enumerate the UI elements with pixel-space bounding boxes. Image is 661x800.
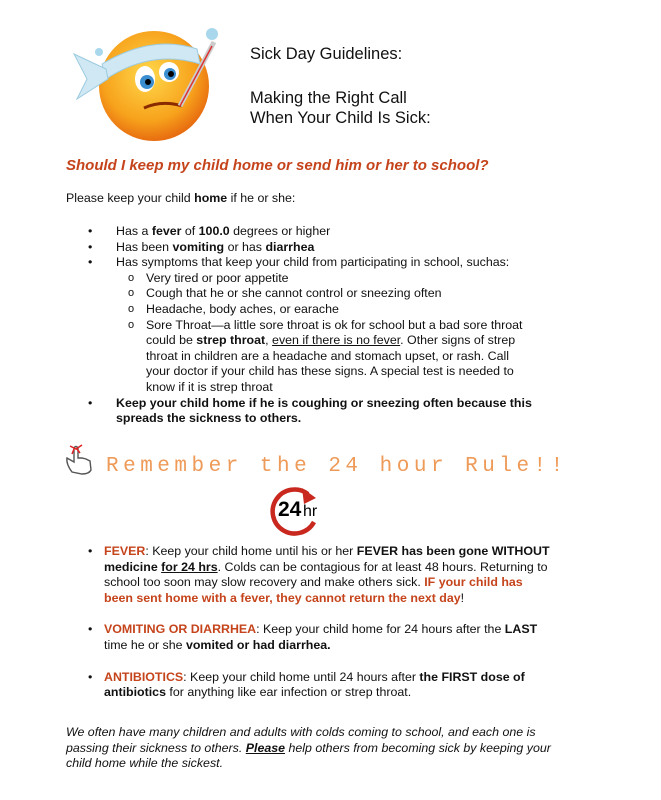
rule-antibiotics: • ANTIBIOTICS: Keep your child home until 24 hours after the FIRST dose of antibiotics for anything like ear infection or strep throat. [88, 670, 550, 701]
sub-list-item: o Headache, body aches, or earache [128, 302, 528, 318]
reminder-finger-icon [62, 440, 96, 476]
rule-vomiting: • VOMITING OR DIARRHEA: Keep your child home for 24 hours after the LAST time he or she vomited or had diarrhea. [88, 622, 550, 653]
list-item: • Keep your child home if he is coughing or sneezing often because this spreads the sickness to others. [88, 396, 558, 427]
footer-note: We often have many children and adults with colds coming to school, and each one is passing their sickness to others. Please help others from becoming sick by keeping your child home while the sickest. [66, 725, 551, 771]
rule-fever: • FEVER: Keep your child home until his or her FEVER has been gone WITHOUT medicine for 24 hrs. Colds can be contagious for at least 48 hours. Returning to school too soon may slow recovery and make others sick. IF your child has been sent home with a fever, they cannot return the next day! [88, 544, 550, 606]
list-item: • Has symptoms that keep your child from participating in school, suchas: o Very tired or poor appetite o Cough that he or she cannot control or sneezing often o Headache, body aches, or earache o Sore Throat—a little sore throat is ok for school but a bad sore throat could be strep throat, even if there is no fever. Other signs of strep throat in children are a headache and stomach upset, or rash. Call your doctor if your child has these signs. A special test is needed to know if it is strep throat [88, 255, 558, 395]
intro-text: Please keep your child home if he or she: [66, 191, 296, 205]
remember-heading: Remember the 24 hour Rule!! [106, 455, 568, 478]
sub-list-item: o Very tired or poor appetite [128, 271, 528, 287]
symptom-list [88, 224, 558, 427]
sub-list-item: o Cough that he or she cannot control or sneezing often [128, 286, 528, 302]
list-item: • Has been vomiting or has diarrhea [88, 240, 558, 256]
title-line-1: Sick Day Guidelines: [250, 45, 403, 63]
list-item: • Has a fever of 100.0 degrees or higher [88, 224, 558, 240]
question-heading: Should I keep my child home or send him or her to school? [66, 157, 489, 174]
rules-list [88, 544, 550, 701]
sub-list-item: o Sore Throat—a little sore throat is ok for school but a bad sore throat could be strep throat, even if there is no fever. Other signs of strep throat in children are a headache and stomach upset, or rash. Call your doctor if your child has these signs. A special test is needed to know if it is strep throat [128, 318, 528, 396]
title-line-2: Making the Right Call [250, 89, 407, 107]
sick-emoji-icon [72, 24, 222, 144]
24hr-icon: 24 hr [268, 486, 326, 536]
title-line-3: When Your Child Is Sick: [250, 109, 431, 127]
